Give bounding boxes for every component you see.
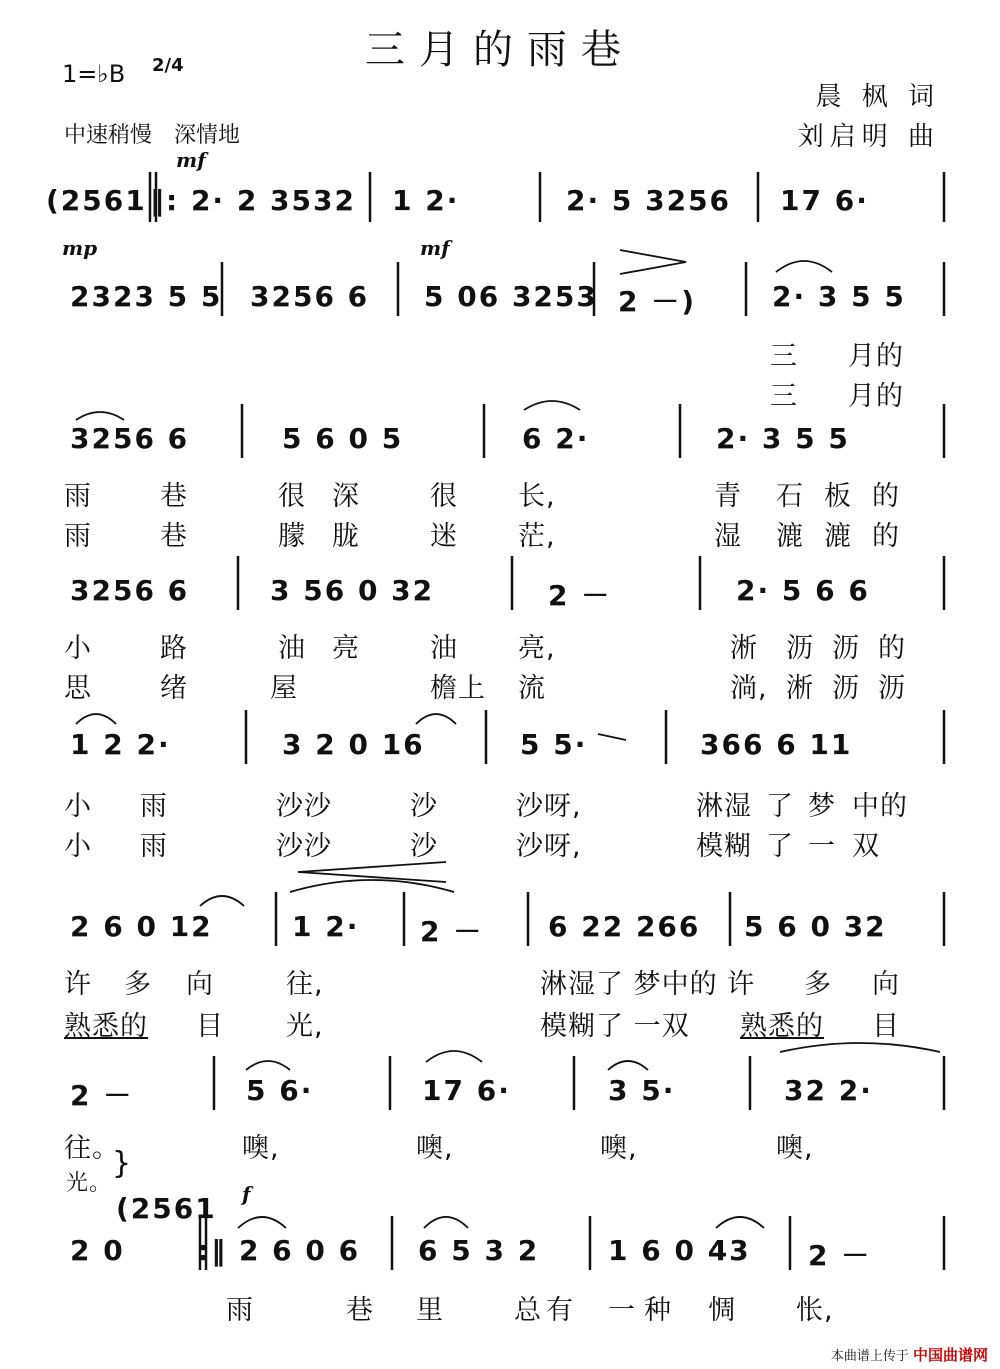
lyric: 雨	[64, 521, 92, 552]
time-signature: 2/4	[152, 55, 184, 76]
dynamic-mark: f	[242, 1182, 251, 1206]
measure: (2561	[46, 184, 147, 217]
lyric: 一	[808, 831, 836, 862]
tempo-marking: 中速稍慢 深情地	[64, 123, 241, 148]
measure: 6 2·	[522, 422, 590, 455]
lyric: 漉	[776, 521, 804, 552]
lyric: 淋湿	[696, 791, 752, 822]
lyric: 流	[518, 673, 546, 704]
lyric: 一	[608, 1295, 636, 1326]
measure: 17 6·	[422, 1074, 511, 1107]
lyric: 檐上	[430, 673, 486, 704]
lyric: 三	[770, 381, 798, 412]
lyric: 有	[546, 1295, 574, 1326]
lyric: 的	[872, 481, 900, 512]
lyric: 熟悉的	[740, 1011, 824, 1042]
measure: 2 －)	[618, 285, 697, 318]
lyric: 沙沙	[276, 791, 332, 822]
measure: 17 6·	[780, 184, 869, 217]
lyric: 迷	[430, 521, 458, 552]
lyric: 油	[430, 633, 458, 664]
dynamic-mark: mf	[176, 148, 206, 172]
measure: 5 6 0 32	[744, 910, 887, 943]
lyric: 噢,	[600, 1133, 638, 1164]
measure: 3 2 0 16	[282, 728, 425, 761]
dynamic-mark: mf	[420, 236, 450, 260]
lyric: 漉	[824, 521, 852, 552]
lyric: 绪	[160, 673, 188, 704]
measure: 2 0	[70, 1234, 125, 1267]
footer-credit	[831, 1344, 988, 1365]
lyric: 目	[872, 1011, 900, 1042]
site-logo: 中国曲谱网	[912, 1346, 988, 1364]
lyric: 亮	[332, 633, 360, 664]
lyric: 巷	[160, 481, 188, 512]
measure: 1 6 0 43	[608, 1234, 751, 1267]
lyric: 沥	[832, 673, 860, 704]
measure: 5 5·	[520, 728, 588, 761]
measure: 2· 5 3256	[566, 184, 732, 217]
lyric: 向	[186, 969, 214, 1000]
lyric: 目	[196, 1011, 224, 1042]
lyric: 总	[514, 1295, 542, 1326]
lyric: 板	[824, 481, 852, 512]
lyric: 月的	[848, 341, 904, 372]
measure: :‖ 2 6 0 6	[198, 1234, 361, 1267]
composer-credit: 刘启明 曲	[797, 122, 940, 152]
lyric: 的	[878, 633, 906, 664]
lyric: 沥	[786, 633, 814, 664]
lyric: 多	[804, 969, 832, 1000]
lyric: 的	[872, 521, 900, 552]
lyric: 往,	[286, 969, 324, 1000]
lyric: 淅	[730, 633, 758, 664]
lyric: 多	[124, 969, 152, 1000]
key-signature: 1=♭B	[62, 60, 126, 88]
lyric: 月的	[848, 381, 904, 412]
lyric: 胧	[332, 521, 360, 552]
measure: 1 2·	[392, 184, 460, 217]
measure: 3256 6	[70, 574, 190, 607]
measure: 32 2·	[784, 1074, 873, 1107]
measure: 2· 3 5 5	[772, 280, 906, 313]
measure: 1 2 2·	[70, 728, 171, 761]
lyric: 熟悉的	[64, 1011, 148, 1042]
measure: 3 5·	[608, 1074, 676, 1107]
lyric: 三	[770, 341, 798, 372]
measure: 3256 6	[70, 422, 190, 455]
lyricist-credit: 晨 枫 词	[815, 82, 940, 112]
lyric: 淋湿了 梦中的 许	[540, 969, 756, 1000]
measure: 2· 5 6 6	[736, 574, 870, 607]
lyric: 双	[852, 831, 880, 862]
lyric: 模糊了 一双	[540, 1011, 690, 1042]
lyric: 亮,	[518, 633, 556, 664]
lyric: 向	[872, 969, 900, 1000]
lyric: 思	[64, 673, 92, 704]
measure: 2 －	[808, 1239, 872, 1272]
lyric: 种	[644, 1295, 672, 1326]
lyric: 了	[766, 791, 794, 822]
lyric: 屋	[270, 673, 298, 704]
lyric: 小	[64, 831, 92, 862]
lyric: 光,	[286, 1011, 324, 1042]
lyric: 中的	[852, 791, 908, 822]
lyric: 雨	[140, 791, 168, 822]
lyric: 了	[766, 831, 794, 862]
lyric: 噢,	[242, 1133, 280, 1164]
lyric: 湿	[714, 521, 742, 552]
lyric: 沥	[878, 673, 906, 704]
lyric: }	[112, 1146, 133, 1181]
measure: 3 56 0 32	[270, 574, 435, 607]
lyric: 沙呀,	[516, 791, 582, 822]
lyric: 沙沙	[276, 831, 332, 862]
measure: 5 6·	[246, 1074, 314, 1107]
lyric: 油	[278, 633, 306, 664]
lyric: 巷	[160, 521, 188, 552]
lyric: 雨	[140, 831, 168, 862]
lyric: 梦	[808, 791, 836, 822]
lyric: 石	[776, 481, 804, 512]
measure: 2· 3 5 5	[716, 422, 850, 455]
lyric: 怅,	[796, 1295, 834, 1326]
lyric: 深	[332, 481, 360, 512]
lyric: 里	[416, 1295, 444, 1326]
lyric: 往。	[64, 1133, 120, 1164]
footer-prefix: 本曲谱上传于	[830, 1349, 909, 1364]
lyric: 噢,	[416, 1133, 454, 1164]
dynamic-mark: mp	[62, 236, 98, 260]
lyric: 巷	[346, 1295, 374, 1326]
measure: ‖: 2· 2 3532	[150, 184, 356, 217]
measure: 1 2·	[292, 910, 360, 943]
lyric: 许	[64, 969, 92, 1000]
lyric: 茫,	[518, 521, 556, 552]
lyric: 沙	[410, 791, 438, 822]
page-title: 三月的雨巷	[365, 27, 635, 73]
lyric: 沙	[410, 831, 438, 862]
measure: 2 －	[420, 915, 484, 948]
lyric: 青	[714, 481, 742, 512]
lyric: 朦	[278, 521, 306, 552]
lyric: 长,	[518, 481, 556, 512]
lyric: 小	[64, 633, 92, 664]
lyric: 很	[278, 481, 306, 512]
measure: (2561	[116, 1192, 217, 1225]
lyric: 模糊	[696, 831, 752, 862]
lyric: 很	[430, 481, 458, 512]
measure: 5 06 3253	[424, 280, 598, 313]
lyric: 小	[64, 791, 92, 822]
measure: 6 5 3 2	[418, 1234, 540, 1267]
lyric: 淅	[786, 673, 814, 704]
measure: 366 6 11	[700, 728, 853, 761]
lyric: 沙呀,	[516, 831, 582, 862]
lyric: 淌,	[730, 673, 768, 704]
measure: 2 －	[70, 1079, 134, 1112]
lyric: 光。	[66, 1171, 113, 1196]
lyric: 路	[160, 633, 188, 664]
lyric: 沥	[832, 633, 860, 664]
measure: 6 22 266	[548, 910, 701, 943]
measure: 2 －	[548, 579, 612, 612]
lyric: 噢,	[776, 1133, 814, 1164]
lyric: 雨	[64, 481, 92, 512]
lyric: 惆	[708, 1295, 736, 1326]
measure: 3256 6	[250, 280, 370, 313]
measure: 2323 5 5	[70, 280, 223, 313]
lyric: 雨	[226, 1295, 254, 1326]
measure: 2 6 0 12	[70, 910, 213, 943]
measure: 5 6 0 5	[282, 422, 404, 455]
